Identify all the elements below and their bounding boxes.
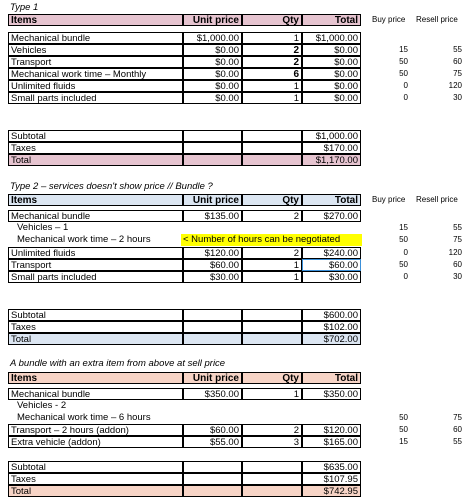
selected-total-cell[interactable]: $60.00 [302,259,361,271]
subtotal-value[interactable]: $1,000.00 [302,130,361,142]
buy-price-cell[interactable]: 50 [399,425,408,434]
total-cell[interactable]: $0.00 [302,56,361,68]
empty-cell[interactable] [242,130,302,142]
qty-cell[interactable]: 2 [242,424,302,436]
type1-header-row [0,14,467,26]
type1-header-buy-price[interactable]: Buy price [372,15,406,24]
buy-price-cell[interactable]: 0 [403,248,408,257]
total-value[interactable]: $702.00 [302,333,361,345]
table-row [0,234,467,246]
item-cell[interactable]: Small parts included [8,92,183,104]
empty-cell[interactable] [242,154,302,166]
item-cell[interactable]: Mechanical work time – 2 hours [17,234,151,245]
unit-price-cell[interactable]: $0.00 [183,68,242,80]
negotiation-note[interactable]: < Number of hours can be negotiated [181,234,362,246]
type3-header-items[interactable]: Items [8,372,183,384]
total-value[interactable]: $742.95 [302,485,361,497]
type1-title[interactable]: Type 1 [10,2,39,13]
table-row [0,44,467,56]
unit-price-cell[interactable]: $30.00 [183,271,242,283]
total-cell[interactable]: $30.00 [302,271,361,283]
item-cell[interactable]: Transport [8,56,183,68]
type2-header-row [0,194,467,206]
resell-price-cell[interactable]: 60 [453,260,462,269]
table-row [0,56,467,68]
table-row [0,436,467,448]
taxes-label[interactable]: Taxes [8,142,183,154]
sheet-row [0,181,467,193]
type2-header-unit-price[interactable]: Unit price [183,194,242,206]
item-cell[interactable]: Mechanical bundle [8,388,183,400]
table-row [0,259,467,271]
item-cell[interactable]: Extra vehicle (addon) [8,436,183,448]
empty-cell[interactable] [242,485,302,497]
total-cell[interactable]: $350.00 [302,388,361,400]
resell-price-cell[interactable]: 55 [453,437,462,446]
subtotal-label[interactable]: Subtotal [8,130,183,142]
type2-header-qty[interactable]: Qty [242,194,302,206]
total-cell[interactable]: $0.00 [302,44,361,56]
summary-row [0,130,467,142]
empty-cell[interactable] [183,142,242,154]
resell-price-cell[interactable]: 75 [453,235,462,244]
taxes-label[interactable]: Taxes [8,321,183,333]
table-row [0,92,467,104]
total-value[interactable]: $1,170.00 [302,154,361,166]
type3-header-total[interactable]: Total [302,372,361,384]
qty-cell[interactable]: 2 [242,247,302,259]
summary-row [0,461,467,473]
empty-cell[interactable] [183,130,242,142]
subtotal-label[interactable]: Subtotal [8,461,183,473]
summary-row [0,321,467,333]
unit-price-cell[interactable]: $60.00 [183,424,242,436]
resell-price-cell[interactable]: 60 [453,425,462,434]
item-cell[interactable]: Vehicles - 2 [17,400,67,411]
total-cell[interactable]: $0.00 [302,92,361,104]
type3-header-row [0,372,467,384]
table-row [0,412,467,424]
empty-cell[interactable] [183,309,242,321]
summary-row [0,154,467,166]
unit-price-cell[interactable]: $55.00 [183,436,242,448]
buy-price-cell[interactable]: 50 [399,69,408,78]
item-cell[interactable]: Mechanical work time – Monthly [8,68,183,80]
empty-cell[interactable] [242,333,302,345]
summary-row [0,142,467,154]
empty-cell[interactable] [183,321,242,333]
resell-price-cell[interactable]: 120 [448,81,462,90]
empty-cell[interactable] [242,473,302,485]
qty-cell[interactable]: 1 [242,271,302,283]
table-row [0,388,467,400]
taxes-value[interactable]: $170.00 [302,142,361,154]
total-cell[interactable]: $0.00 [302,68,361,80]
item-cell[interactable]: Transport – 2 hours (addon) [8,424,183,436]
buy-price-cell[interactable]: 15 [399,223,408,232]
type2-header-total[interactable]: Total [302,194,361,206]
table-row [0,247,467,259]
total-cell[interactable]: $1,000.00 [302,32,361,44]
empty-cell[interactable] [242,309,302,321]
item-cell[interactable]: Vehicles – 1 [17,222,69,233]
type2-header-resell-price[interactable]: Resell price [416,195,458,204]
buy-price-cell[interactable]: 50 [399,57,408,66]
qty-cell[interactable]: 1 [242,32,302,44]
empty-cell[interactable] [242,461,302,473]
unit-price-cell[interactable]: $0.00 [183,56,242,68]
qty-cell[interactable]: 1 [242,92,302,104]
resell-price-cell[interactable]: 120 [448,248,462,257]
summary-row [0,333,467,345]
item-cell[interactable]: Small parts included [8,271,183,283]
item-cell[interactable]: Mechanical bundle [8,32,183,44]
item-cell[interactable]: Unlimited fluids [8,247,183,259]
total-cell[interactable]: $240.00 [302,247,361,259]
empty-cell[interactable] [183,473,242,485]
taxes-value[interactable]: $107.95 [302,473,361,485]
resell-price-cell[interactable]: 55 [453,45,462,54]
total-label[interactable]: Total [8,485,183,497]
summary-row [0,485,467,497]
unit-price-cell[interactable]: $120.00 [183,247,242,259]
table-row [0,222,467,234]
qty-cell[interactable]: 2 [242,210,302,222]
empty-cell[interactable] [242,142,302,154]
type1-header-resell-price[interactable]: Resell price [416,15,458,24]
total-label[interactable]: Total [8,154,183,166]
type3-title[interactable]: A bundle with an extra item from above at sell price [10,358,226,369]
type3-header-unit-price[interactable]: Unit price [183,372,242,384]
item-cell[interactable]: Unlimited fluids [8,80,183,92]
buy-price-cell[interactable]: 15 [399,437,408,446]
empty-cell[interactable] [183,333,242,345]
buy-price-cell[interactable]: 50 [399,235,408,244]
item-cell[interactable]: Mechanical bundle [8,210,183,222]
qty-cell[interactable]: 1 [242,259,302,271]
qty-cell[interactable]: 6 [242,68,302,80]
type2-header-buy-price[interactable]: Buy price [372,195,406,204]
unit-price-cell[interactable]: $135.00 [183,210,242,222]
qty-cell[interactable]: 1 [242,388,302,400]
summary-row [0,473,467,485]
table-row [0,424,467,436]
type1-header-qty[interactable]: Qty [242,14,302,26]
taxes-label[interactable]: Taxes [8,473,183,485]
unit-price-cell[interactable]: $350.00 [183,388,242,400]
type1-header-total[interactable]: Total [302,14,361,26]
total-cell[interactable]: $120.00 [302,424,361,436]
buy-price-cell[interactable]: 0 [403,93,408,102]
buy-price-cell[interactable]: 15 [399,45,408,54]
subtotal-label[interactable]: Subtotal [8,309,183,321]
type2-header-items[interactable]: Items [8,194,183,206]
resell-price-cell[interactable]: 75 [453,413,462,422]
item-cell[interactable]: Vehicles [8,44,183,56]
qty-cell[interactable]: 1 [242,80,302,92]
subtotal-value[interactable]: $600.00 [302,309,361,321]
total-label[interactable]: Total [8,333,183,345]
taxes-value[interactable]: $102.00 [302,321,361,333]
type3-header-qty[interactable]: Qty [242,372,302,384]
resell-price-cell[interactable]: 60 [453,57,462,66]
buy-price-cell[interactable]: 50 [399,260,408,269]
table-row [0,271,467,283]
total-cell[interactable]: $270.00 [302,210,361,222]
buy-price-cell[interactable]: 50 [399,413,408,422]
sheet-row [0,2,467,14]
table-row [0,68,467,80]
table-row [0,80,467,92]
type1-header-items[interactable]: Items [8,14,183,26]
resell-price-cell[interactable]: 75 [453,69,462,78]
unit-price-cell[interactable]: $0.00 [183,80,242,92]
empty-cell[interactable] [183,461,242,473]
item-cell[interactable]: Transport [8,259,183,271]
qty-cell[interactable]: 3 [242,436,302,448]
total-cell[interactable]: $165.00 [302,436,361,448]
empty-cell[interactable] [183,154,242,166]
type1-header-unit-price[interactable]: Unit price [183,14,242,26]
unit-price-cell[interactable]: $60.00 [183,259,242,271]
summary-row [0,309,467,321]
resell-price-cell[interactable]: 30 [453,93,462,102]
table-row [0,32,467,44]
item-cell[interactable]: Mechanical work time – 6 hours [17,412,151,423]
empty-cell[interactable] [242,321,302,333]
resell-price-cell[interactable]: 30 [453,272,462,281]
total-cell[interactable]: $0.00 [302,80,361,92]
sheet-row [0,358,467,370]
unit-price-cell[interactable]: $0.00 [183,44,242,56]
empty-cell[interactable] [183,485,242,497]
qty-cell[interactable]: 2 [242,56,302,68]
unit-price-cell[interactable]: $0.00 [183,92,242,104]
unit-price-cell[interactable]: $1,000.00 [183,32,242,44]
table-row [0,400,467,412]
buy-price-cell[interactable]: 0 [403,272,408,281]
subtotal-value[interactable]: $635.00 [302,461,361,473]
buy-price-cell[interactable]: 0 [403,81,408,90]
resell-price-cell[interactable]: 55 [453,223,462,232]
table-row [0,210,467,222]
qty-cell[interactable]: 2 [242,44,302,56]
type2-title[interactable]: Type 2 – services doesn't show price // Bundle ? [10,181,213,192]
